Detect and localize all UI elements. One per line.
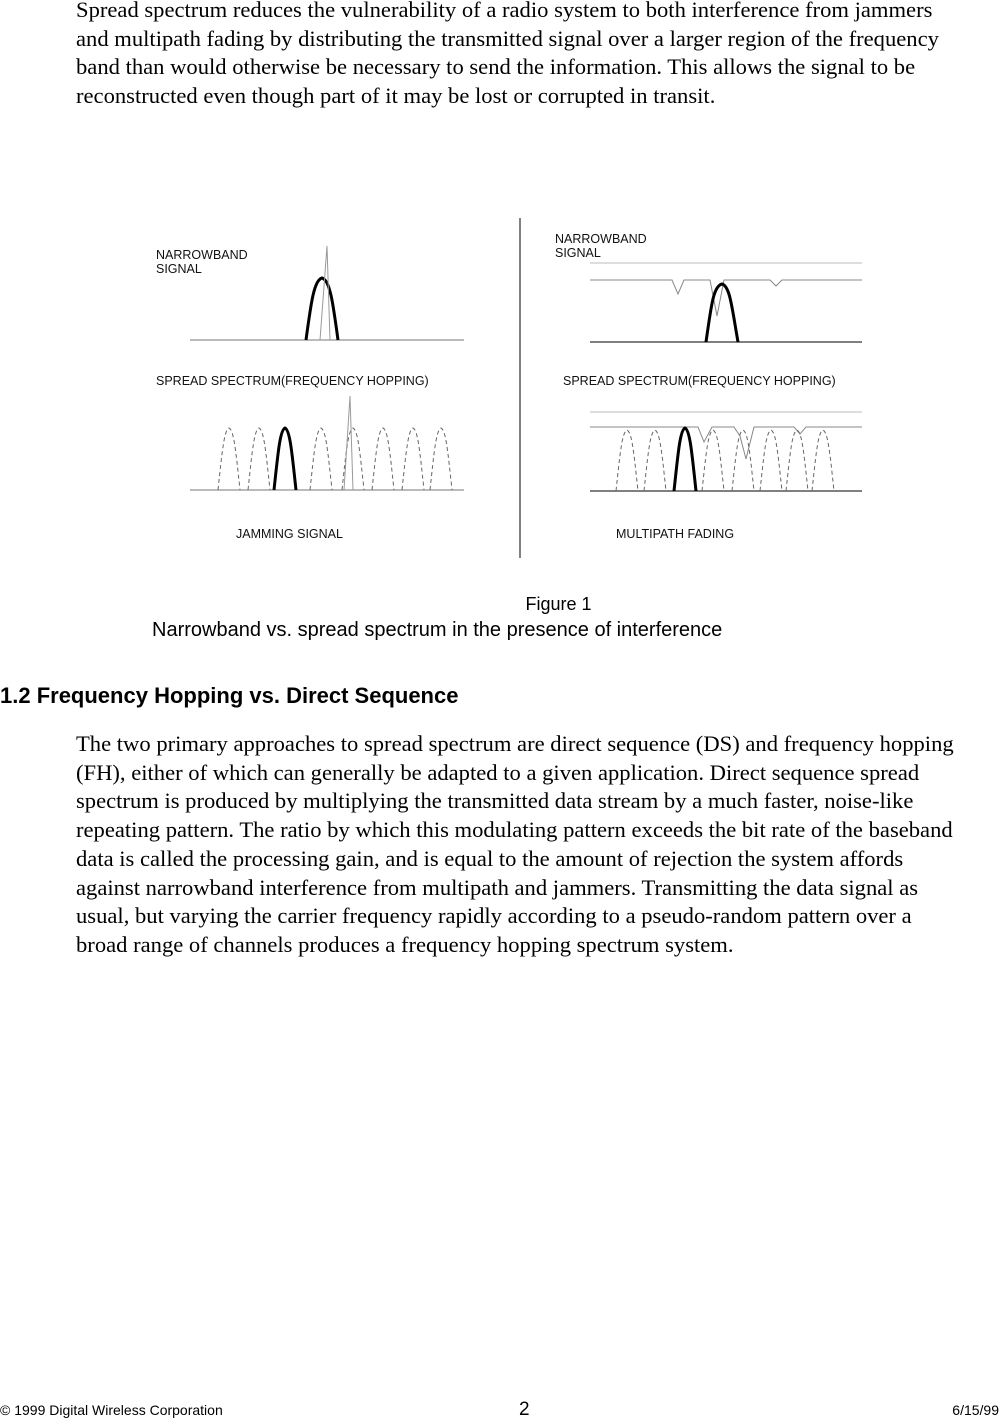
left-jamming-spike-bottom [344,396,353,490]
footer-page-number: 2 [519,1399,530,1420]
left-panel-caption: JAMMING SIGNAL [236,527,343,541]
right-fading-trace-bottom [590,427,862,459]
figure-1-diagram [150,218,870,560]
right-spread-label: SPREAD SPECTRUM(FREQUENCY HOPPING) [563,374,836,388]
right-panel-caption: MULTIPATH FADING [616,527,735,541]
section-paragraph: The two primary approaches to spread spectrum are direct sequence (DS) and frequency hopping (FH), either of which can generally be adapted to a given application. Direct sequence spread spectrum is produced by multiplying the transmitted data stream by a much faster, noise-like repeating pattern. The ratio by which this modulating pattern exceeds the bit rate of the baseband data is called the processing gain, and is equal to the amount of rejection the system affords against narrowband interference from multipath and jammers. Transmitting the data signal as usual, but varying the carrier frequency rapidly according to a pseudo-random pattern over a broad range of channels produces a frequency hopping spectrum system. [76,731,954,957]
right-active-hop [674,428,696,491]
left-hop-channels [218,428,452,490]
footer-copyright: © 1999 Digital Wireless Corporation [0,1402,223,1418]
left-active-hop [274,428,296,490]
right-signal-label: SIGNAL [555,246,601,260]
right-hop-channels [616,430,834,491]
footer-date: 6/15/99 [952,1402,999,1418]
right-panel-multipath [555,232,862,541]
left-narrowband-label: NARROWBAND [156,248,248,262]
left-panel-jamming [156,246,464,541]
right-narrowband-label: NARROWBAND [555,232,647,246]
left-signal-label: SIGNAL [156,262,202,276]
left-jamming-spike-top [320,246,330,340]
left-spread-label: SPREAD SPECTRUM(FREQUENCY HOPPING) [156,374,429,388]
section-heading: 1.2 Frequency Hopping vs. Direct Sequence [0,683,459,708]
figure-number: Figure 1 [525,594,592,614]
intro-paragraph: Spread spectrum reduces the vulnerability of a radio system to both interference from jammers and multipath fading by distributing the transmitted signal over a larger region of the frequency band than would otherwise be necessary to send the information. This allows the signal to be reconstructed even though part of it may be lost or corrupted in transit. [76,0,939,109]
figure-caption: Narrowband vs. spread spectrum in the presence of interference [152,619,723,641]
